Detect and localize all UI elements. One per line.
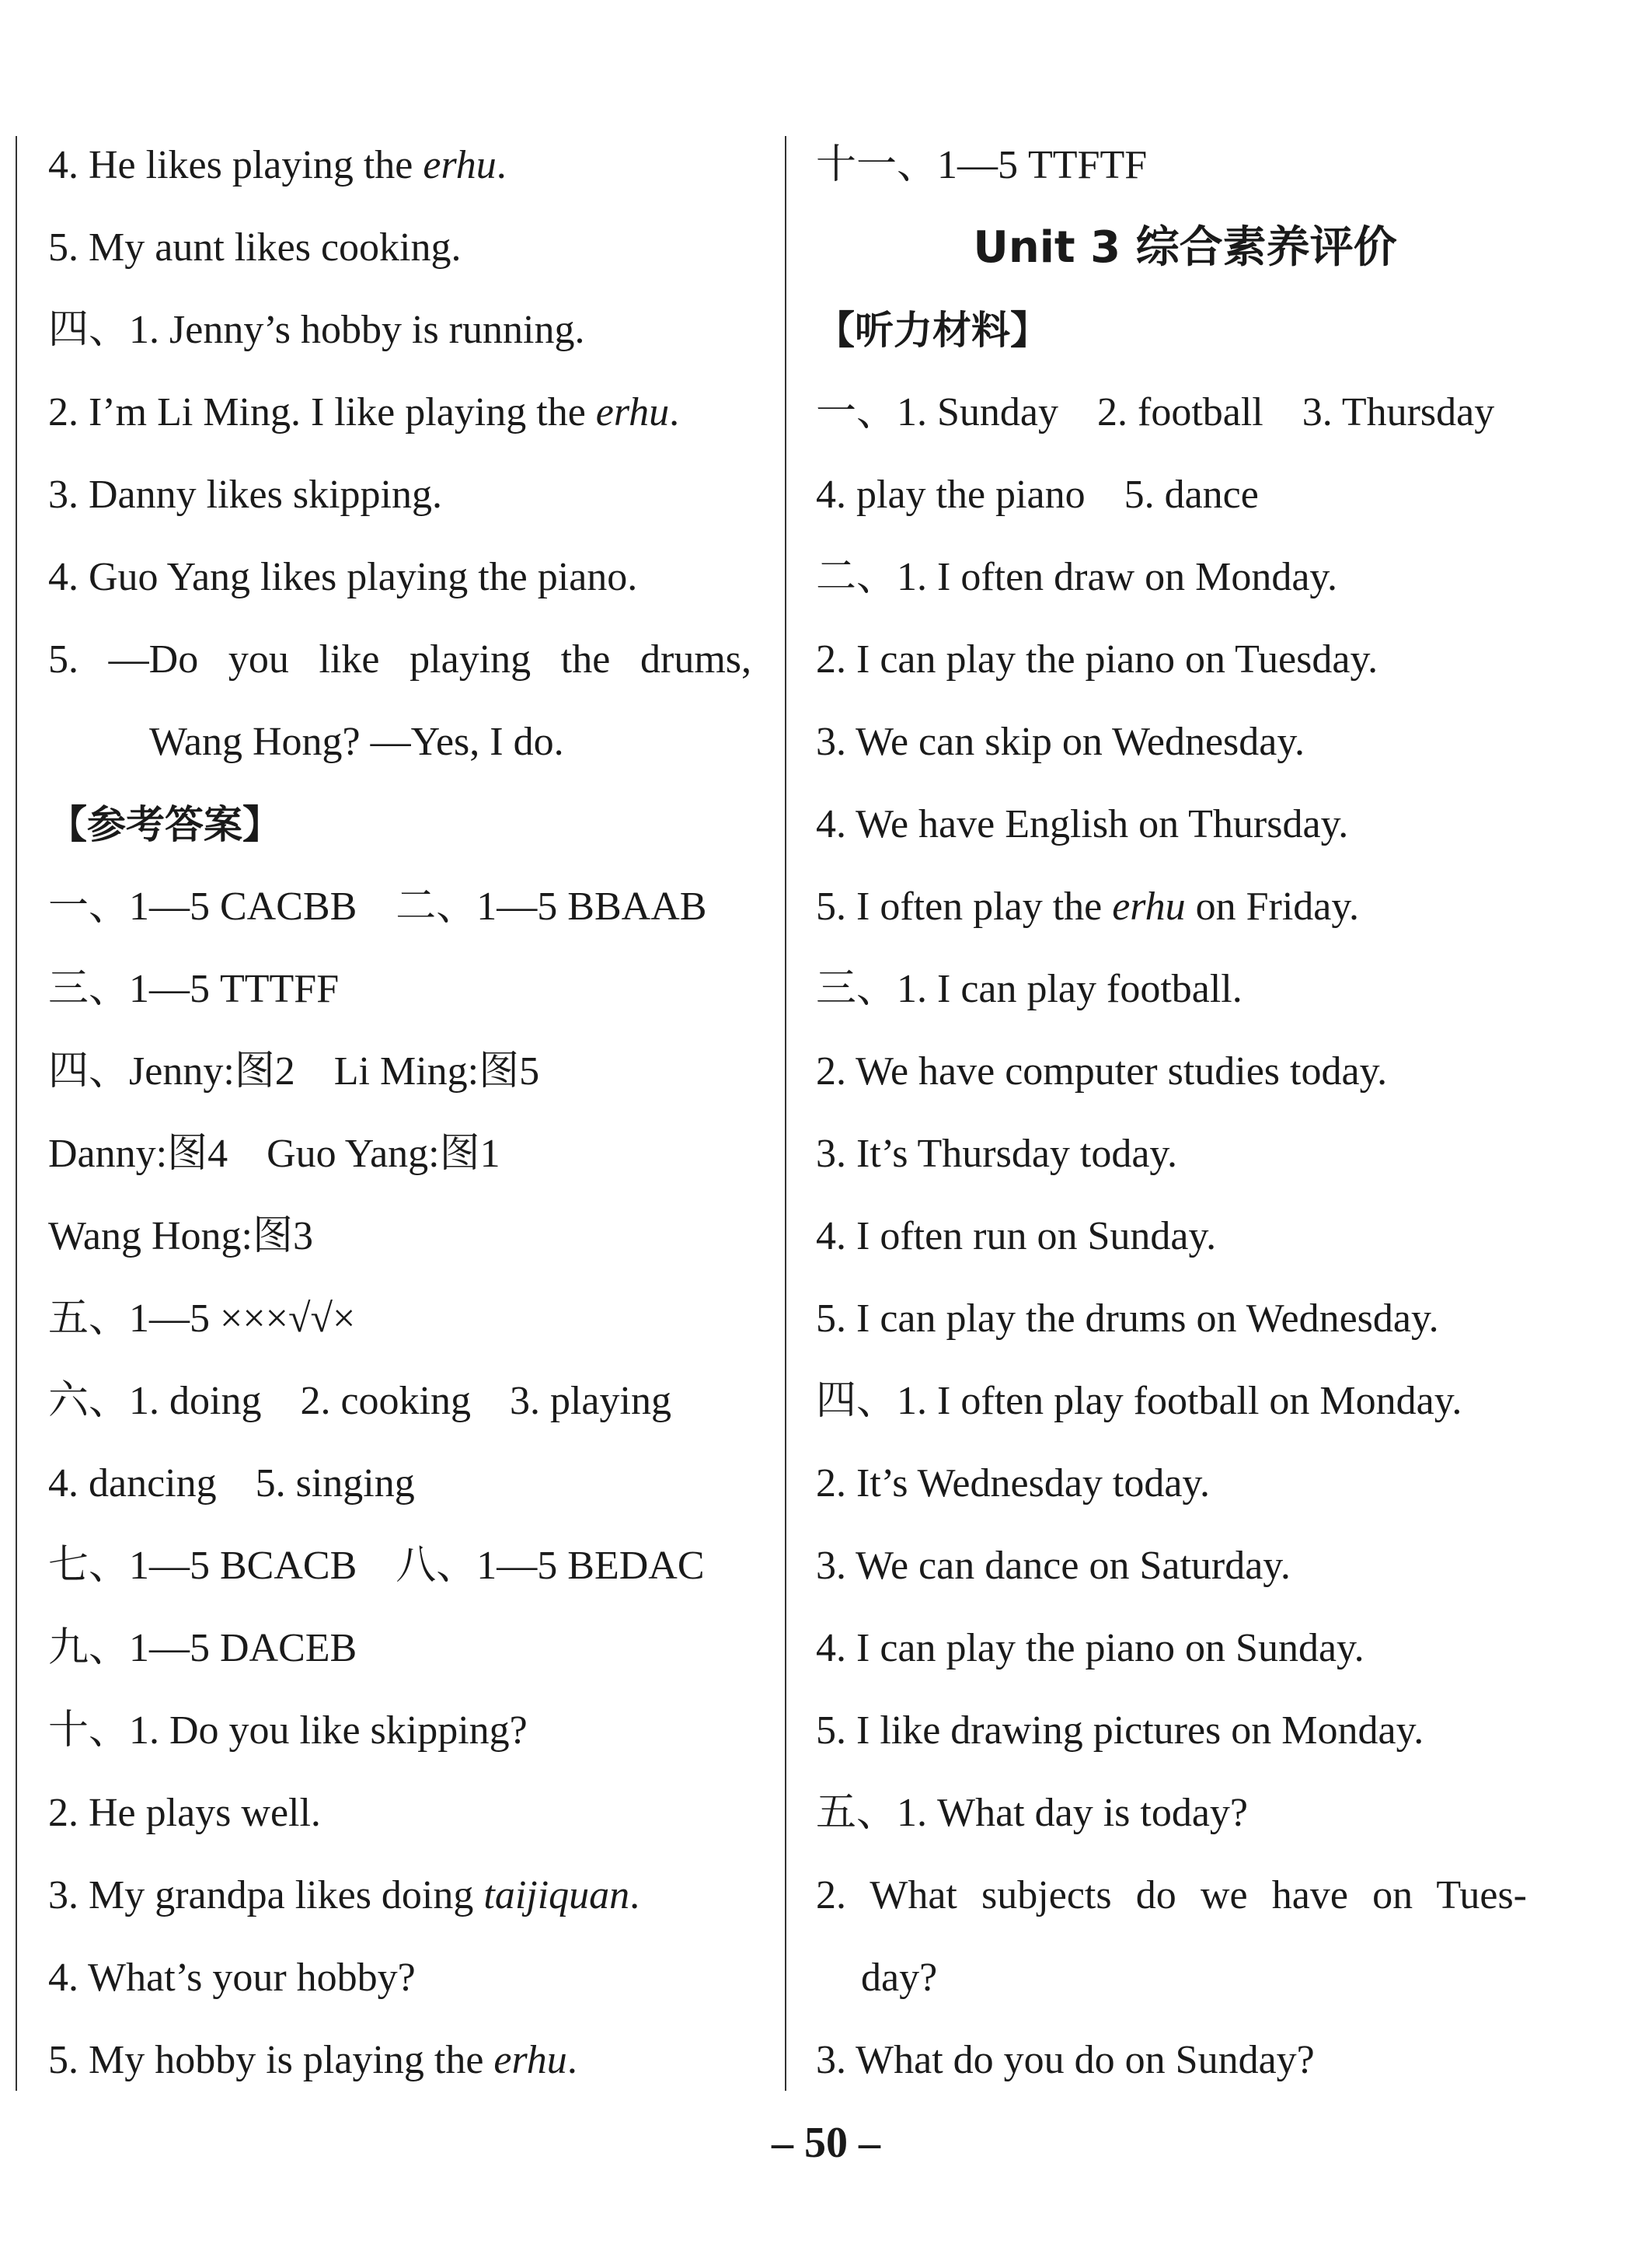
text-line: 3. We can dance on Saturday. xyxy=(816,1544,1291,1588)
text-line: 4. We have English on Thursday. xyxy=(816,802,1349,846)
text-line: 二、1. I often draw on Monday. xyxy=(816,555,1338,599)
unit-title: Unit 3 综合素养评价 xyxy=(973,222,1397,273)
text-line: 2. We have computer studies today. xyxy=(816,1049,1388,1094)
answer-line: 十、1. Do you like skipping? xyxy=(48,1708,528,1753)
text-line: 5. I can play the drums on Wednesday. xyxy=(816,1296,1439,1341)
text-line: 4. I can play the piano on Sunday. xyxy=(816,1626,1364,1670)
text-line: 五、1. What day is today? xyxy=(816,1791,1248,1835)
right-column xyxy=(816,132,1554,2109)
text-line: 5. My hobby is playing the erhu. xyxy=(48,2038,577,2082)
text-line: 四、1. Jenny’s hobby is running. xyxy=(48,308,585,352)
text-line: 3. We can skip on Wednesday. xyxy=(816,720,1305,764)
text-line: 一、1. Sunday 2. football 3. Thursday xyxy=(816,390,1495,434)
answer-line: 一、1—5 CACBB 二、1—5 BBAAB xyxy=(48,885,707,929)
text-line: 4. What’s your hobby? xyxy=(48,1956,416,2000)
answer-line: 2. He plays well. xyxy=(48,1791,321,1835)
text-line: 4. I often run on Sunday. xyxy=(816,1214,1217,1258)
text-line: day? xyxy=(861,1956,938,2000)
text-line: 5. —Do you like playing the drums, xyxy=(48,637,751,682)
answer-line: Danny:图4 Guo Yang:图1 xyxy=(48,1132,500,1176)
text-line: 3. My grandpa likes doing taijiquan. xyxy=(48,1873,640,1917)
answer-line: 4. dancing 5. singing xyxy=(48,1461,415,1506)
text-line: 2. It’s Wednesday today. xyxy=(816,1461,1211,1506)
text-line: 5. My aunt likes cooking. xyxy=(48,225,462,270)
text-line: 3. What do you do on Sunday? xyxy=(816,2038,1315,2082)
answer-line: 七、1—5 BCACB 八、1—5 BEDAC xyxy=(48,1544,705,1588)
text-line: 4. Guo Yang likes playing the piano. xyxy=(48,555,638,599)
answer-line: Wang Hong:图3 xyxy=(48,1214,313,1258)
page-number: – 50 – xyxy=(772,2119,880,2167)
text-line: Wang Hong? —Yes, I do. xyxy=(149,720,564,764)
answer-line: 六、1. doing 2. cooking 3. playing xyxy=(48,1379,671,1423)
answer-line: 五、1—5 ×××√√× xyxy=(48,1296,356,1341)
answer-line: 四、Jenny:图2 Li Ming:图5 xyxy=(48,1049,540,1094)
column-divider xyxy=(785,136,786,2091)
text-line: 四、1. I often play football on Monday. xyxy=(816,1379,1462,1423)
text-line: 2. What subjects do we have on Tues- xyxy=(816,1873,1527,1917)
answer-line: 九、1—5 DACEB xyxy=(48,1626,357,1670)
left-margin-rule xyxy=(16,136,17,2091)
text-line: 5. I like drawing pictures on Monday. xyxy=(816,1708,1424,1753)
answers-heading: 【参考答案】 xyxy=(48,802,281,847)
text-line: 3. Danny likes skipping. xyxy=(48,473,442,517)
listening-heading: 【听力材料】 xyxy=(816,308,1049,353)
text-line: 三、1. I can play football. xyxy=(816,967,1242,1011)
left-column xyxy=(48,132,771,2109)
answer-line: 十一、1—5 TTFTF xyxy=(816,143,1148,187)
answer-line: 三、1—5 TTTFF xyxy=(48,967,340,1011)
text-line: 2. I can play the piano on Tuesday. xyxy=(816,637,1378,682)
text-line: 2. I’m Li Ming. I like playing the erhu. xyxy=(48,390,680,434)
text-line: 4. He likes playing the erhu. xyxy=(48,143,507,187)
text-line: 3. It’s Thursday today. xyxy=(816,1132,1178,1176)
text-line: 5. I often play the erhu on Friday. xyxy=(816,885,1359,929)
text-line: 4. play the piano 5. dance xyxy=(816,473,1259,517)
